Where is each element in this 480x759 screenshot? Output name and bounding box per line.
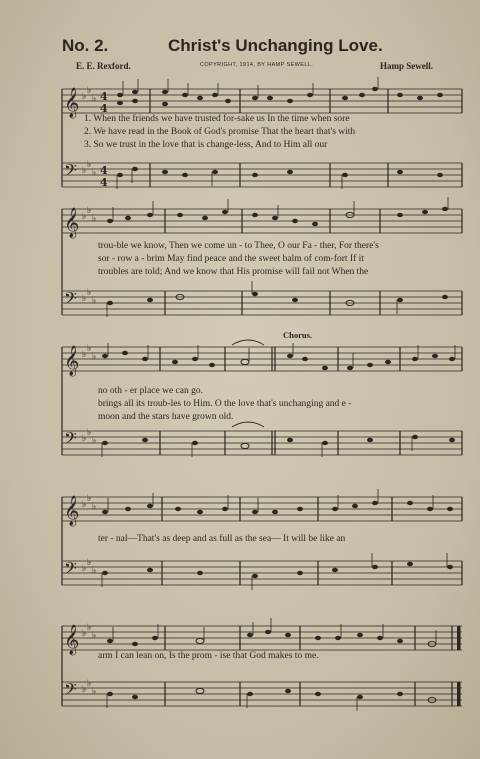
svg-text:♭: ♭	[87, 623, 92, 633]
treble-clef-icon: 𝄞	[64, 88, 80, 118]
treble-clef-icon: 𝄞	[64, 496, 80, 526]
svg-text:♭: ♭	[82, 166, 87, 176]
hymn-number: No. 2.	[62, 36, 109, 55]
hymn-title: Christ's Unchanging Love.	[168, 36, 383, 55]
chorus-label: Chorus.	[283, 330, 313, 340]
lyric-verse-1: no oth - er place we can go.	[98, 386, 203, 396]
svg-text:4: 4	[100, 176, 108, 189]
lyric-chorus-end: arm I can lean on, Is the prom - ise that God makes to me.	[98, 651, 319, 661]
credits-row	[0, 61, 480, 73]
svg-text:♭: ♭	[92, 352, 97, 362]
svg-text:♭: ♭	[82, 212, 87, 222]
svg-text:4: 4	[100, 90, 108, 103]
svg-text:♭: ♭	[82, 434, 87, 444]
bass-clef-icon: 𝄢	[64, 679, 77, 703]
svg-text:♭: ♭	[87, 344, 92, 354]
svg-text:♭: ♭	[92, 436, 97, 446]
svg-text:♭: ♭	[82, 92, 87, 102]
treble-staff	[62, 89, 462, 113]
svg-text:♭: ♭	[87, 494, 92, 504]
treble-clef-icon: 𝄞	[64, 208, 80, 238]
svg-text:♭: ♭	[87, 86, 92, 96]
author-credit: E. E. Rexford.	[76, 61, 131, 71]
svg-text:♭: ♭	[87, 558, 92, 568]
fermata-icon	[232, 422, 264, 427]
svg-text:♭: ♭	[92, 296, 97, 306]
svg-text:♭: ♭	[92, 631, 97, 641]
lyric-verse-2: brings all its troub-les to Him. O the love that's unchanging and e -	[98, 399, 352, 409]
copyright-notice: COPYRIGHT, 1914, BY HAMP SEWELL.	[200, 62, 314, 68]
svg-text:♭: ♭	[92, 502, 97, 512]
final-barline	[457, 626, 461, 706]
svg-text:♭: ♭	[87, 679, 92, 689]
lyric-verse-3: moon and the stars have grown old.	[98, 412, 234, 422]
bass-clef-icon: 𝄢	[64, 558, 77, 582]
lyric-verse-1: 1. When the friends we have trusted for-sake us In the time when sore	[84, 114, 350, 124]
fermata-icon	[232, 340, 264, 345]
lyric-verse-2: sor - row a - brim May find peace and the sweet balm of com-fort If it	[98, 254, 364, 264]
svg-text:♭: ♭	[82, 294, 87, 304]
treble-clef-icon: 𝄞	[64, 346, 80, 376]
svg-text:♭: ♭	[92, 687, 97, 697]
svg-text:4: 4	[100, 164, 108, 177]
svg-text:♭: ♭	[82, 500, 87, 510]
bass-clef-icon: 𝄢	[64, 428, 77, 452]
notes	[107, 630, 436, 703]
lyric-verse-3: 3. So we trust in the love that is change-less, And to Him all our	[84, 140, 328, 150]
svg-text:♭: ♭	[92, 94, 97, 104]
svg-text:♭: ♭	[82, 629, 87, 639]
bass-clef-icon: 𝄢	[64, 288, 77, 312]
bass-clef-icon: 𝄢	[64, 160, 77, 184]
key-signature-icon	[82, 494, 96, 576]
lyric-verse-1: trou-ble we know, Then we come un - to Thee, O our Fa - ther, For there's	[98, 241, 379, 251]
svg-text:♭: ♭	[82, 350, 87, 360]
key-signature-icon	[82, 623, 96, 697]
svg-text:♭: ♭	[87, 288, 92, 298]
treble-clef-icon: 𝄞	[64, 625, 80, 655]
svg-text:♭: ♭	[87, 428, 92, 438]
svg-text:♭: ♭	[87, 160, 92, 170]
svg-text:♭: ♭	[82, 564, 87, 574]
music-system-5	[0, 612, 480, 737]
hymn-header	[0, 36, 480, 58]
music-system-4	[0, 483, 480, 608]
svg-text:♭: ♭	[92, 566, 97, 576]
svg-text:♭: ♭	[87, 206, 92, 216]
svg-text:♭: ♭	[92, 214, 97, 224]
lyric-verse-3: troubles are told; And we know that His promise will fail not When the	[98, 267, 369, 277]
svg-text:4: 4	[100, 102, 108, 115]
lyric-chorus: ter - nal—That's as deep and as full as the sea— It will be like an	[98, 534, 346, 544]
svg-text:♭: ♭	[82, 685, 87, 695]
lyric-verse-2: 2. We have read in the Book of God's promise That the heart that's with	[84, 127, 356, 137]
composer-credit: Hamp Sewell.	[380, 61, 433, 71]
svg-text:♭: ♭	[92, 168, 97, 178]
